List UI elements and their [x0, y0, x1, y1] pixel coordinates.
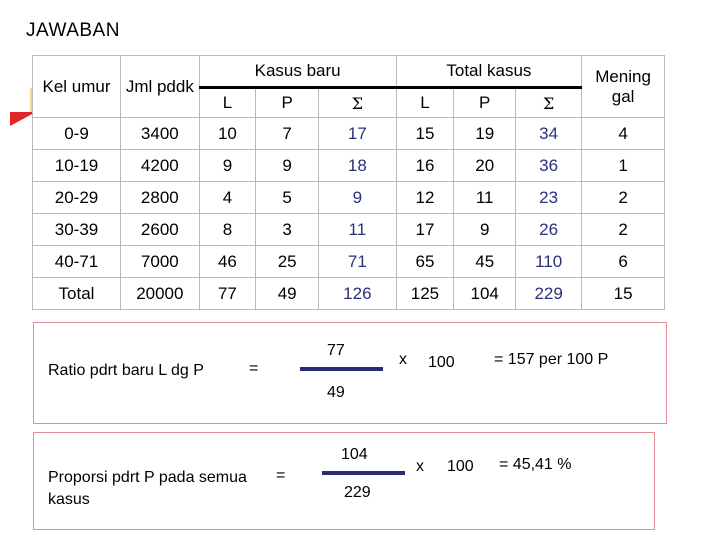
- subheader-cell: L: [396, 88, 454, 118]
- table-cell: 65: [396, 246, 454, 278]
- proporsi-label: Proporsi pdrt P pada semua kasus: [48, 469, 247, 508]
- table-cell: 6: [582, 246, 665, 278]
- table-cell: 71: [319, 246, 397, 278]
- table-cell: 17: [396, 214, 454, 246]
- table-row: [33, 214, 665, 246]
- table-cell: 3: [256, 214, 319, 246]
- table-cell: 8: [199, 214, 256, 246]
- header-row-1: [33, 56, 665, 88]
- table-cell: 40-71: [33, 246, 121, 278]
- table-cell: 77: [199, 278, 256, 310]
- table-cell: 25: [256, 246, 319, 278]
- table-cell: 2600: [121, 214, 200, 246]
- page-title: JAWABAN: [26, 20, 120, 41]
- table-cell: 23: [516, 182, 582, 214]
- table-cell: 26: [516, 214, 582, 246]
- table-cell: 1: [582, 150, 665, 182]
- table-cell: 10-19: [33, 150, 121, 182]
- proporsi-result: = 45,41 %: [499, 456, 572, 473]
- header-meninggal: Mening gal: [582, 56, 665, 118]
- table-row: [33, 150, 665, 182]
- table-cell: 11: [319, 214, 397, 246]
- table-cell: 104: [454, 278, 516, 310]
- table-cell: 30-39: [33, 214, 121, 246]
- table-cell: 19: [454, 118, 516, 150]
- header-total-kasus: Total kasus: [396, 56, 582, 88]
- table-cell: 15: [582, 278, 665, 310]
- table-cell: 20000: [121, 278, 200, 310]
- table-row: [33, 182, 665, 214]
- table-cell: 46: [199, 246, 256, 278]
- header-kasus-baru: Kasus baru: [199, 56, 396, 88]
- ratio-factor: 100: [428, 354, 455, 371]
- table-cell: 9: [256, 150, 319, 182]
- ratio-numerator: 77: [327, 342, 345, 359]
- subheader-cell: P: [256, 88, 319, 118]
- proporsi-factor: 100: [447, 458, 474, 475]
- table-cell: 4200: [121, 150, 200, 182]
- table-cell: 5: [256, 182, 319, 214]
- ratio-denominator: 49: [327, 384, 345, 401]
- table-cell: 20: [454, 150, 516, 182]
- subheader-cell: P: [454, 88, 516, 118]
- data-table: [32, 55, 665, 310]
- table-cell: 110: [516, 246, 582, 278]
- table-cell: 2: [582, 182, 665, 214]
- ratio-fraction-bar: [300, 367, 383, 371]
- table-row: [33, 278, 665, 310]
- proporsi-times: x: [416, 458, 424, 475]
- table-cell: 12: [396, 182, 454, 214]
- header-kel-umur: Kel umur: [33, 56, 121, 118]
- table-cell: 126: [319, 278, 397, 310]
- proporsi-fraction-bar: [322, 471, 405, 475]
- table-cell: 0-9: [33, 118, 121, 150]
- table-cell: 4: [582, 118, 665, 150]
- table-cell: 20-29: [33, 182, 121, 214]
- table-row: [33, 118, 665, 150]
- table-cell: 4: [199, 182, 256, 214]
- table-cell: 2800: [121, 182, 200, 214]
- header-jml-pddk: Jml pddk: [121, 56, 200, 118]
- table-cell: 16: [396, 150, 454, 182]
- proporsi-numerator: 104: [341, 446, 368, 463]
- table-cell: 34: [516, 118, 582, 150]
- table-cell: 125: [396, 278, 454, 310]
- subheader-sigma: Σ: [319, 88, 397, 118]
- subheader-cell: L: [199, 88, 256, 118]
- table-cell: 9: [199, 150, 256, 182]
- proporsi-denominator: 229: [344, 484, 371, 501]
- table-cell: Total: [33, 278, 121, 310]
- table-cell: 15: [396, 118, 454, 150]
- table-cell: 9: [454, 214, 516, 246]
- table-cell: 11: [454, 182, 516, 214]
- table-cell: 7000: [121, 246, 200, 278]
- proporsi-equals: =: [276, 467, 286, 484]
- ratio-times: x: [399, 351, 407, 368]
- table-cell: 3400: [121, 118, 200, 150]
- table-cell: 7: [256, 118, 319, 150]
- subheader-sigma: Σ: [516, 88, 582, 118]
- ratio-label: Ratio pdrt baru L dg P: [48, 362, 204, 379]
- table-cell: 17: [319, 118, 397, 150]
- table-cell: 9: [319, 182, 397, 214]
- table-cell: 45: [454, 246, 516, 278]
- table-cell: 2: [582, 214, 665, 246]
- ratio-equals: =: [249, 360, 259, 377]
- table-cell: 36: [516, 150, 582, 182]
- table-row: [33, 246, 665, 278]
- table-cell: 229: [516, 278, 582, 310]
- table-cell: 49: [256, 278, 319, 310]
- ratio-result: = 157 per 100 P: [494, 351, 609, 368]
- table-cell: 18: [319, 150, 397, 182]
- table-cell: 10: [199, 118, 256, 150]
